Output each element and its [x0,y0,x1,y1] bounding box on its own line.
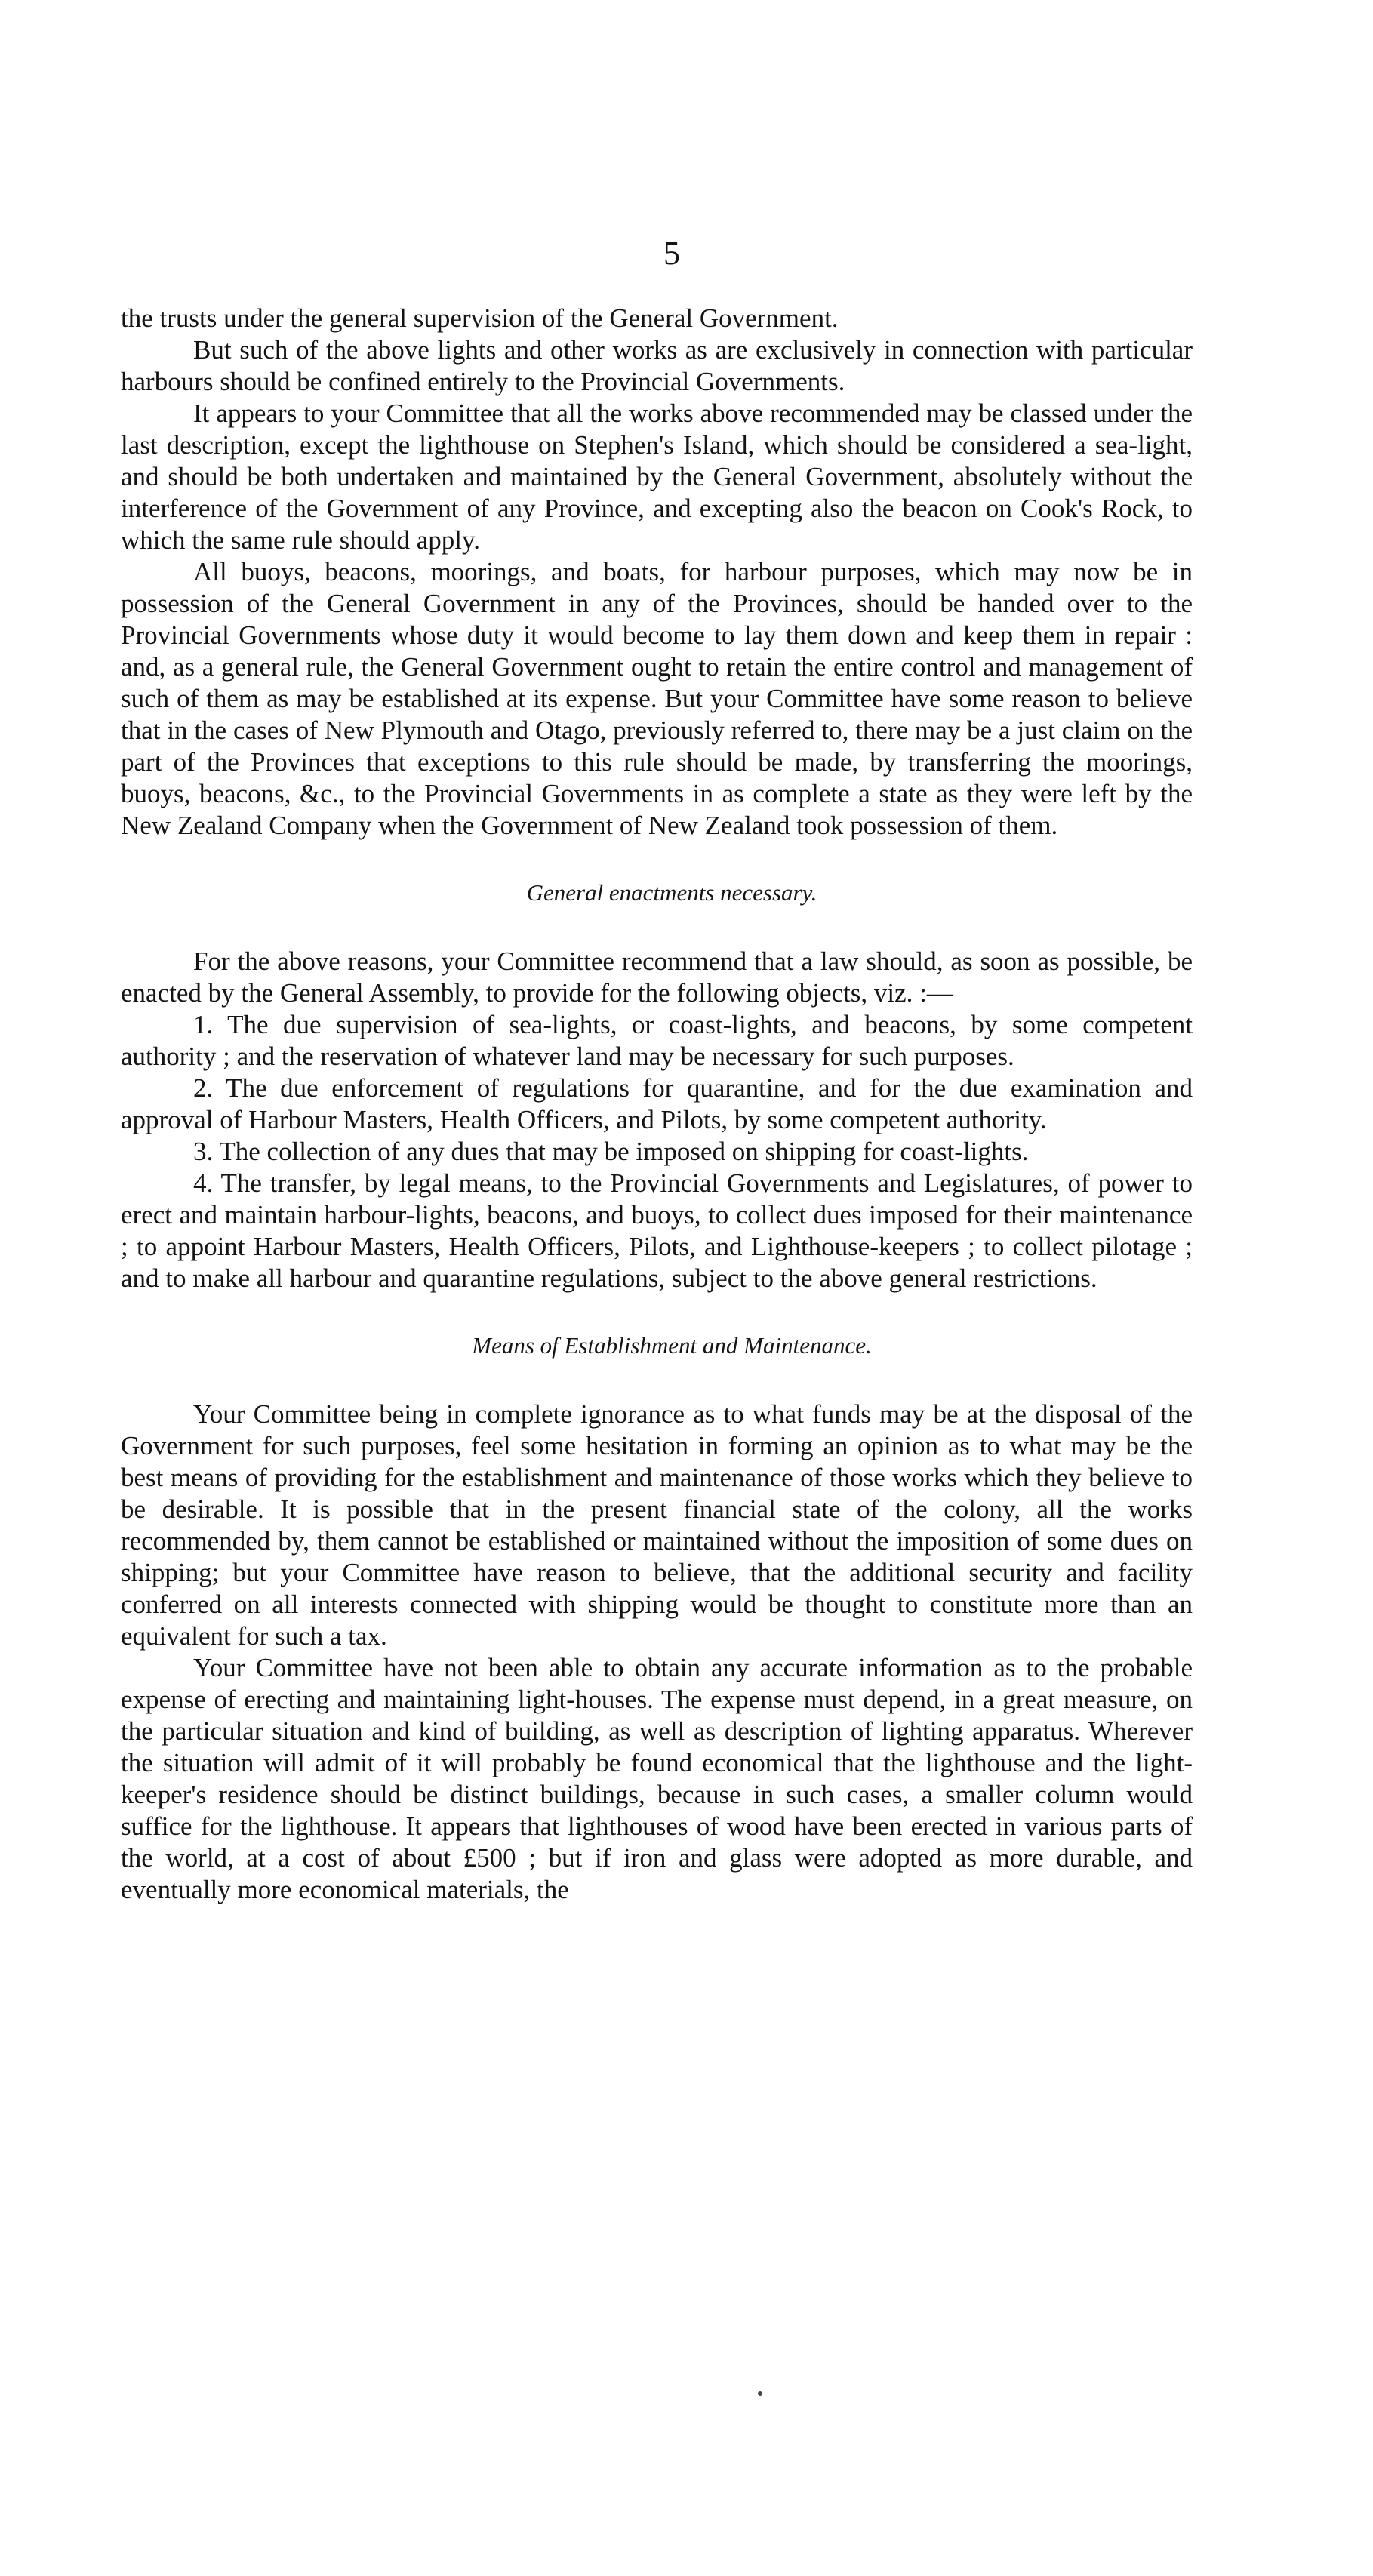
paragraph-funds: Your Committee being in complete ignorance as to what funds may be at the disposal of the Government for such purposes, feel some hesitation in forming an opinion as to what may be the best means of providing for the establishment and maintenance of those works which they believe to be desirable. It is possible that in the present financial state of the colony, all the works recommended by, them cannot be established or maintained without the imposition of some dues on shipping; but your Committee have reason to believe, that the additional security and facility conferred on all interests connected with shipping would be thought to constitute more than an equivalent for such a tax. [121,1399,1193,1651]
enactments-intro: For the above reasons, your Committee recommend that a law should, as soon as possible, be enacted by the General Assembly, to provide for the following objects, viz. :— [121,946,1193,1008]
enactment-item: 2. The due enforcement of regulations for quarantine, and for the due examination and approval of Harbour Masters, Health Officers, and Pilots, by some competent authority. [121,1073,1193,1134]
paragraph-classification: It appears to your Committee that all the works above recommended may be classed under the last description, except the lighthouse on Stephen's Island, which should be considered a sea-light, and should be both undertaken and maintained by the General Government, absolutely without the interference of the Government of any Province, and excepting also the beacon on Cook's Rock, to which the same rule should apply. [121,399,1193,555]
page-number: 5 [663,235,680,272]
ink-speck [758,2391,762,2396]
enactment-item: 1. The due supervision of sea-lights, or coast-lights, and beacons, by some competent authority ; and the reservation of whatever land may be necessary for such purposes. [121,1010,1193,1071]
enactment-item: 4. The transfer, by legal means, to the Provincial Governments and Legislatures, of power to erect and maintain harbour-lights, beacons, and buoys, to collect dues imposed for their maintenance ; to appoint Harbour Masters, Health Officers, Pilots, and Lighthouse-keepers ; to collect pilotage ; and to make all harbour and quarantine regulations, subject to the above general restrictions. [121,1168,1193,1293]
document-page [121,234,1193,1906]
paragraph-buoys-beacons: All buoys, beacons, moorings, and boats, for harbour purposes, which may now be in possession of the General Government in any of the Provinces, should be handed over to the Provincial Governments whose duty it would become to lay them down and keep them in repair : and, as a general rule, the General Government ought to retain the entire control and management of such of them as may be established at its expense. But your Committee have some reason to believe that in the cases of New Plymouth and Otago, previously referred to, there may be a just claim on the part of the Provinces that exceptions to this rule should be made, by transferring the moorings, buoys, beacons, &c., to the Provincial Governments in as complete a state as they were left by the New Zealand Company when the Government of New Zealand took possession of them. [121,557,1193,840]
section-heading-means: Means of Establishment and Maintenance. [472,1332,872,1359]
continued-paragraph: the trusts under the general supervision of the General Government. [121,303,839,333]
enactment-item: 3. The collection of any dues that may be imposed on shipping for coast-lights. [193,1137,1029,1166]
section-heading-enactments: General enactments necessary. [526,879,817,906]
paragraph-provincial-harbours: But such of the above lights and other works as are exclusively in connection with particular harbours should be confined entirely to the Provincial Governments. [121,335,1193,396]
paragraph-lighthouse-expense: Your Committee have not been able to obtain any accurate information as to the probable expense of erecting and maintaining light-houses. The expense must depend, in a great measure, on the particular situation and kind of building, as well as description of lighting apparatus. Wherever the situation will admit of it will probably be found economical that the lighthouse and the light-keeper's residence should be distinct buildings, because in such cases, a smaller column would suffice for the lighthouse. It appears that lighthouses of wood have been erected in various parts of the world, at a cost of about £500 ; but if iron and glass were adopted as more durable, and eventually more economical materials, the [121,1653,1193,1904]
